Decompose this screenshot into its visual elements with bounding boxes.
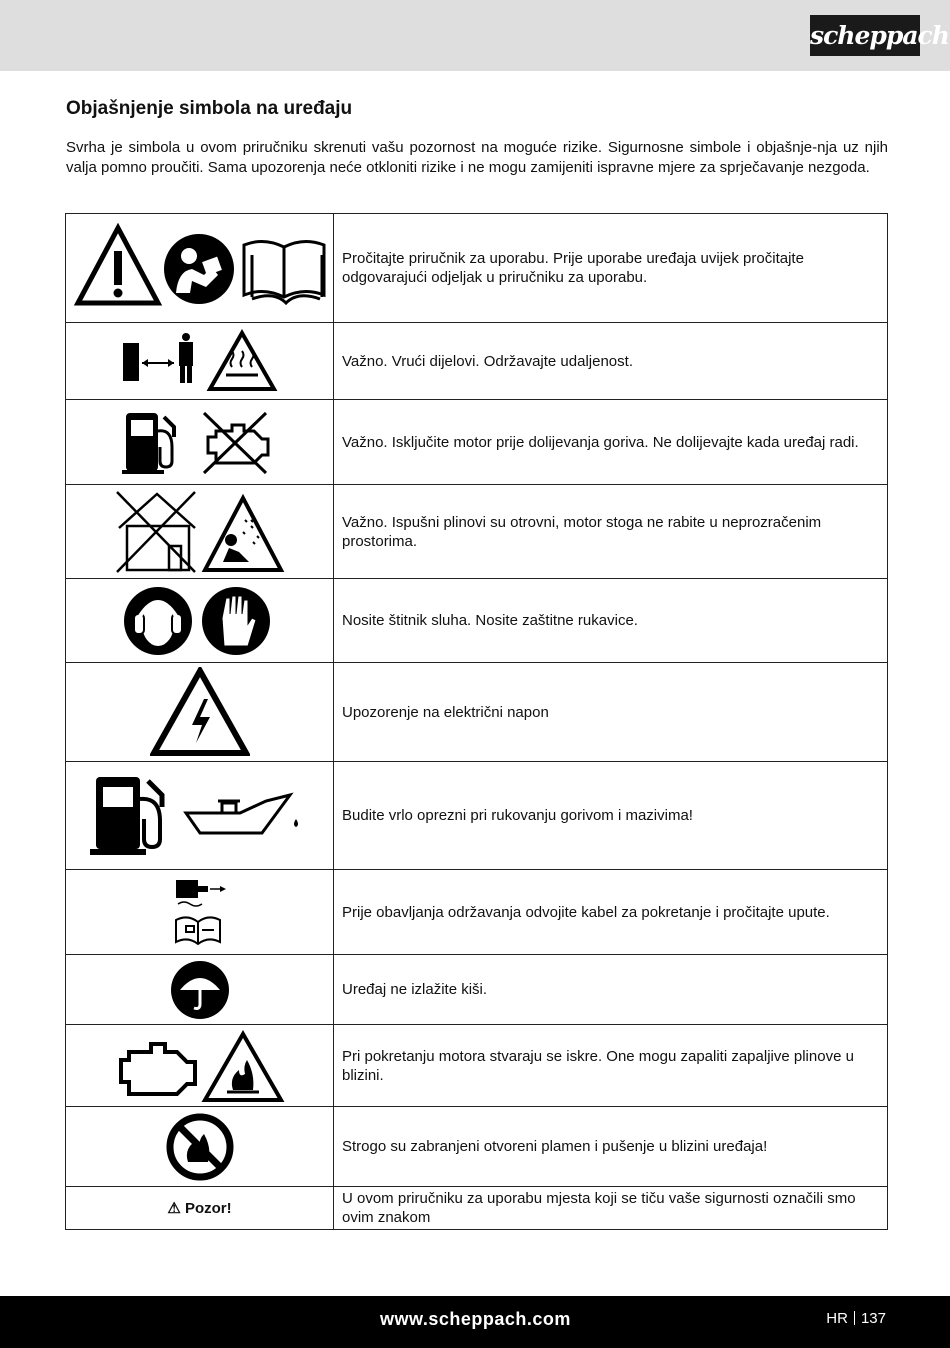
symbol-cell	[66, 579, 334, 663]
symbol-cell	[66, 663, 334, 762]
symbol-cell	[66, 870, 334, 955]
table-row	[66, 214, 888, 323]
ear-protection-icon	[124, 587, 192, 655]
table-row	[66, 1187, 888, 1230]
table-row	[66, 1107, 888, 1187]
keep-distance-icon	[123, 333, 193, 383]
symbol-cell	[66, 1107, 334, 1187]
page-title: Objašnjenje simbola na uređaju	[66, 98, 353, 119]
table-row	[66, 762, 888, 870]
description-text: Pročitajte priručnik za uporabu. Prije uporabe uređaja uvijek pročitajte odgovarajući odjeljak u priručniku za uporabu.	[334, 214, 888, 323]
description-text: Nosite štitnik sluha. Nosite zaštitne rukavice.	[334, 579, 888, 663]
gloves-icon	[202, 587, 270, 655]
electric-voltage-icon	[154, 671, 246, 753]
symbol-cell	[66, 762, 334, 870]
divider	[854, 1311, 855, 1325]
oil-can-icon	[186, 795, 298, 833]
page-number	[826, 1296, 886, 1342]
table-row	[66, 663, 888, 762]
table-row	[66, 955, 888, 1025]
no-indoor-use-icon	[117, 492, 195, 572]
symbol-cell	[66, 400, 334, 485]
fuel-pump-icon	[122, 413, 174, 474]
book-icon	[244, 241, 324, 303]
description-text: Strogo su zabranjeni otvoreni plamen i pušenje u blizini uređaja!	[334, 1107, 888, 1187]
warning-triangle-icon	[78, 228, 158, 303]
table-row	[66, 485, 888, 579]
description-text: Pri pokretanju motora stvaraju se iskre. One mogu zapaliti zapaljive plinove u blizini.	[334, 1025, 888, 1107]
engine-icon	[121, 1044, 195, 1094]
symbols-table	[65, 213, 888, 1230]
table-row	[66, 400, 888, 485]
table-row	[66, 1025, 888, 1107]
description-text: Uređaj ne izlažite kiši.	[334, 955, 888, 1025]
description-text: Važno. Ispušni plinovi su otrovni, motor stoga ne rabite u neprozračenim prostorima.	[334, 485, 888, 579]
description-text: Važno. Isključite motor prije dolijevanja goriva. Ne dolijevajte kada uređaj radi.	[334, 400, 888, 485]
table-row	[66, 579, 888, 663]
disconnect-spark-plug-icon	[176, 880, 226, 906]
description-text: Budite vrlo oprezni pri rukovanju gorivom i mazivima!	[334, 762, 888, 870]
symbol-cell	[66, 1025, 334, 1107]
caution-label: ⚠ Pozor!	[66, 1187, 334, 1230]
read-manual-icon	[164, 234, 234, 304]
description-text: Prije obavljanja održavanja odvojite kabel za pokretanje i pročitajte upute.	[334, 870, 888, 955]
table-row	[66, 870, 888, 955]
symbol-cell	[66, 485, 334, 579]
header-bar	[0, 0, 950, 71]
toxic-fumes-icon	[205, 498, 281, 570]
language-code: HR	[826, 1310, 848, 1327]
description-text: Upozorenje na električni napon	[334, 663, 888, 762]
symbol-cell	[66, 323, 334, 400]
footer-bar	[0, 1296, 950, 1348]
no-open-flame-icon	[170, 1117, 230, 1177]
fuel-pump-icon	[90, 777, 162, 855]
website-link[interactable]: www.scheppach.com	[380, 1309, 571, 1329]
symbol-cell	[66, 955, 334, 1025]
hot-surface-icon	[210, 333, 274, 389]
no-refuel-engine-running-icon	[204, 413, 268, 473]
symbol-cell	[66, 214, 334, 323]
flammable-icon	[205, 1034, 281, 1100]
table-row	[66, 323, 888, 400]
intro-paragraph: Svrha je simbola u ovom priručniku skrenuti vašu pozornost na moguće rizike. Sigurnosne simbole i objašnje-nja uz njih valja pomno proučiti. Sama upozorenja neće otkloniti rizike i ne mogu zamijeniti ispravne mjere za sprječavanje nezgoda.	[66, 139, 888, 176]
scheppach-logo: scheppach	[810, 15, 920, 56]
description-text: Važno. Vrući dijelovi. Održavajte udaljenost.	[334, 323, 888, 400]
page-number-value: 137	[860, 1310, 886, 1327]
manual-icon	[176, 917, 220, 944]
umbrella-icon	[171, 961, 229, 1019]
description-text: U ovom priručniku za uporabu mjesta koji se tiču vaše sigurnosti označili smo ovim znakom	[334, 1187, 888, 1230]
